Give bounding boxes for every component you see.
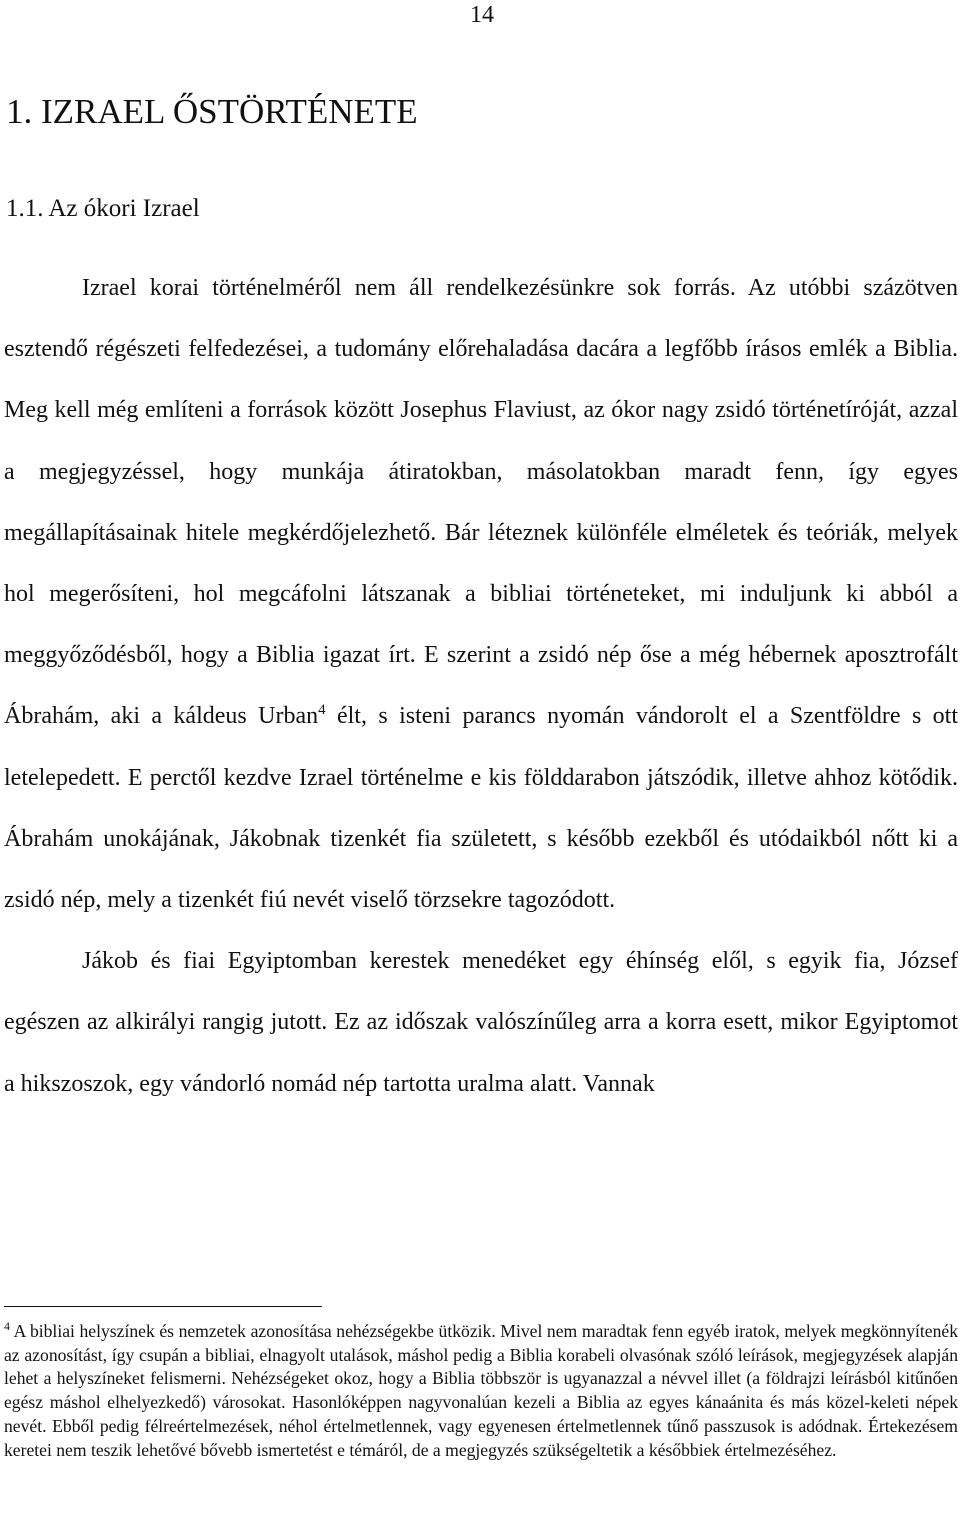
chapter-title: 1. IZRAEL ŐSTÖRTÉNETE [6, 92, 418, 131]
page-number: 14 [470, 2, 494, 28]
section-title: 1.1. Az ókori Izrael [6, 195, 200, 222]
footnote-separator [4, 1306, 322, 1307]
footnote [4, 1320, 958, 1462]
body-text [4, 258, 958, 1115]
paragraph-1-part-2: élt, s isteni parancs nyomán vándorolt el a Szentföldre s ott letelepedett. E perctől kezdve Izrael történelme e kis földdarabon játszódik, illetve ahhoz kötődik. Ábrahám unokájának, Jákobnak tizenkét fia született, s később ezekből és utódaikból nőtt ki a zsidó nép, mely a tizenkét fiú nevét viselő törzsekre tagozódott. [4, 703, 958, 914]
paragraph-1 [4, 258, 958, 931]
footnote-reference: 4 [318, 702, 326, 719]
paragraph-2: Jákob és fiai Egyiptomban kerestek menedéket egy éhínség elől, s egyik fia, József egészen az alkirályi rangig jutott. Ez az időszak valószínűleg arra a korra esett, mikor Egyiptomot a hikszoszok, egy vándorló nomád nép tartotta uralma alatt. Vannak [4, 948, 958, 1097]
paragraph-1-part-1: Izrael korai történelméről nem áll rendelkezésünkre sok forrás. Az utóbbi százötven esztendő régészeti felfedezései, a tudomány előrehaladása dacára a legfőbb írásos emlék a Biblia. Meg kell még említeni a források között Josephus Flaviust, az ókor nagy zsidó történetíróját, azzal a megjegyzéssel, hogy munkája átiratokban, másolatokban maradt fenn, így egyes megállapításainak hitele megkérdőjelezhető. Bár léteznek különféle elméletek és teóriák, melyek hol megerősíteni, hol megcáfolni látszanak a bibliai történeteket, mi induljunk ki abból a meggyőződésből, hogy a Biblia igazat írt. E szerint a zsidó nép őse a még hébernek aposztrofált Ábrahám, aki a káldeus Urban [4, 275, 958, 730]
footnote-text: A bibliai helyszínek és nemzetek azonosítása nehézségekbe ütközik. Mivel nem maradtak fenn egyéb iratok, melyek megkönnyítenék az azonosítást, így csupán a bibliai, elnagyolt utalások, máshol pedig a Biblia korabeli olvasónak szóló leírások, megjegyzések alapján lehet a helyszíneket felismerni. Nehézségeket okoz, hogy a Biblia többször is ugyanazzal a névvel illet (a földrajzi leírásból kitűnően egész máshol elhelyezkedő) városokat. Hasonlóképpen nagyvonalúan kezeli a Biblia az egyes kánaánita és más közel-keleti népek nevét. Ebből pedig félreértelmezések, néhol értelmetlennek, vagy egyenesen értelmetlennek tűnő passzusok is adódnak. Értekezésem keretei nem teszik lehetővé bővebb ismertetést e témáról, de a megjegyzés szükségeltetik a későbbiek értelmezéséhez. [4, 1321, 958, 1460]
footnote-number: 4 [4, 1319, 10, 1334]
